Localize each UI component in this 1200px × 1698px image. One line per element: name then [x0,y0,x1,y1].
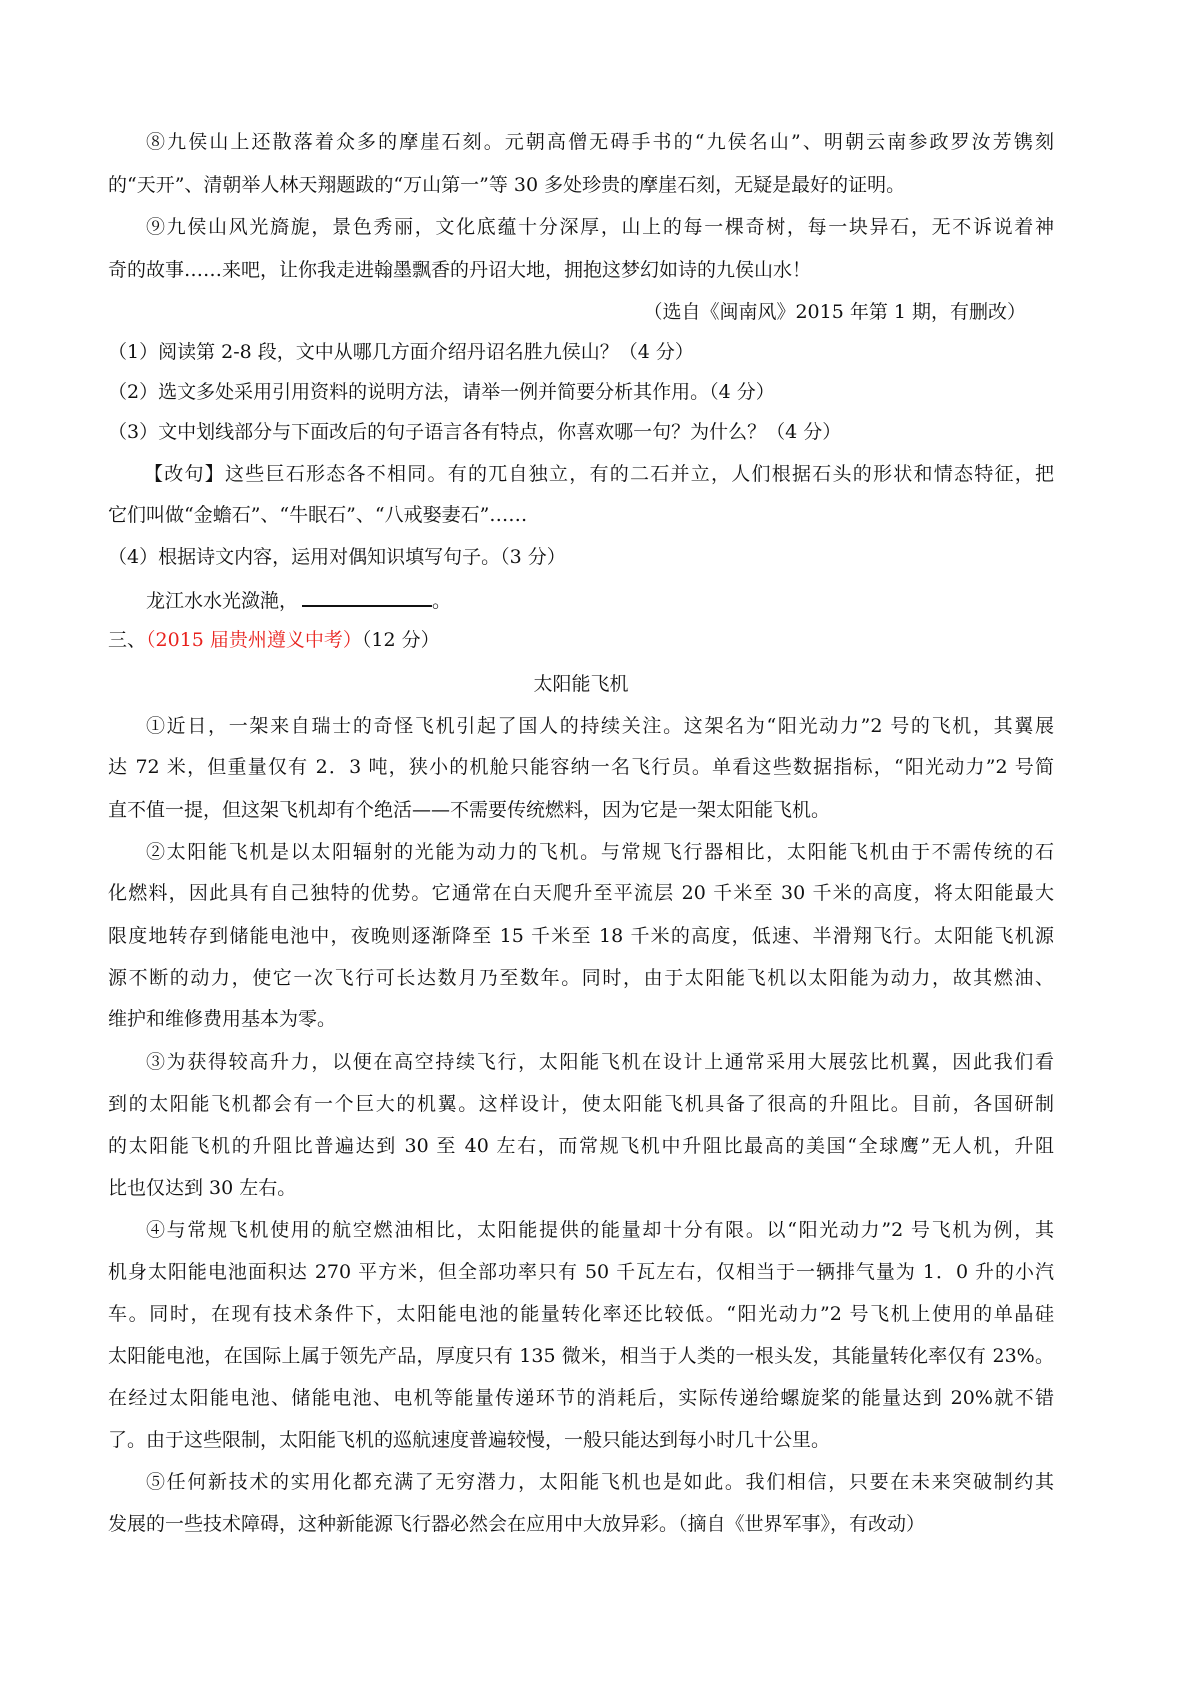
paragraph-b4-line-6: 了。由于这些限制，太阳能飞机的巡航速度普遍较慢，一般只能达到每小时几十公里。 [108,1429,831,1451]
paragraph-b2-line-2: 化燃料，因此具有自己独特的优势。它通常在白天爬升至平流层 20 千米至 30 千米的高度，将太阳能最大 [108,882,1054,904]
section-number: 三、 [108,629,147,651]
paragraph-b1-line-3: 直不值一提，但这架飞机却有个绝活——不需要传统燃料，因为它是一架太阳能飞机。 [108,799,831,821]
paragraph-9-line-1: ⑨九侯山风光旖旎，景色秀丽，文化底蕴十分深厚，山上的每一棵奇树，每一块异石，无不诉说着神 [146,216,1054,238]
rewritten-sentence-line-2: 它们叫做“金蟾石”、“牛眠石”、“八戒娶妻石”…… [108,504,528,526]
paragraph-9-line-2: 奇的故事……来吧，让你我走进翰墨飘香的丹诏大地，拥抱这梦幻如诗的九侯山水！ [108,259,812,281]
paragraph-8-line-2: 的“天开”、清朝举人林天翔题跋的“万山第一”等 30 多处珍贵的摩崖石刻，无疑是最好的证明。 [108,174,906,196]
paragraph-b2-line-3: 限度地转存到储能电池中，夜晚则逐渐降至 15 千米至 18 千米的高度，低速、半滑翔飞行。太阳能飞机源 [108,925,1054,947]
paragraph-b3-line-4: 比也仅达到 30 左右。 [108,1177,297,1199]
paragraph-b4-line-4: 太阳能电池，在国际上属于领先产品，厚度只有 135 微米，相当于人类的一根头发，其能量转化率仅有 23%。 [108,1345,1054,1367]
paragraph-b4-line-5: 在经过太阳能电池、储能电池、电机等能量传递环节的消耗后，实际传递给螺旋桨的能量达到 20%就不错 [108,1387,1054,1409]
exam-source-tag: （2015 届贵州遵义中考） [146,629,362,651]
fill-in-sentence [146,585,1054,615]
paragraph-b4-line-3: 车。同时，在现有技术条件下，太阳能电池的能量转化率还比较低。“阳光动力”2 号飞机上使用的单晶硅 [108,1303,1054,1325]
answer-blank[interactable] [302,585,432,607]
paragraph-b5-line-2: 发展的一些技术障碍，这种新能源飞行器必然会在应用中大放异彩。（摘自《世界军事》，有改动） [108,1513,926,1535]
paragraph-b2-line-4: 源不断的动力，使它一次飞行可长达数月乃至数年。同时，由于太阳能飞机以太阳能为动力，故其燃油、 [108,967,1054,989]
fill-in-prefix: 龙江水水光潋滟， [146,590,299,612]
question-1: （1）阅读第 2-8 段，文中从哪几方面介绍丹诏名胜九侯山？（4 分） [108,341,694,363]
paragraph-b4-line-1: ④与常规飞机使用的航空燃油相比，太阳能提供的能量却十分有限。以“阳光动力”2 号飞机为例，其 [146,1219,1054,1241]
paragraph-b2-line-1: ②太阳能飞机是以太阳辐射的光能为动力的飞机。与常规飞行器相比，太阳能飞机由于不需传统的石 [146,841,1054,863]
paragraph-b3-line-1: ③为获得较高升力，以便在高空持续飞行，太阳能飞机在设计上通常采用大展弦比机翼，因此我们看 [146,1051,1054,1073]
source-note: （选自《闽南风》2015 年第 1 期，有删改） [643,301,1026,323]
paragraph-b4-line-2: 机身太阳能电池面积达 270 平方米，但全部功率只有 50 千瓦左右，仅相当于一辆排气量为 1．0 升的小汽 [108,1261,1054,1283]
question-3: （3）文中划线部分与下面改后的句子语言各有特点，你喜欢哪一句？为什么？（4 分） [108,421,842,443]
paragraph-b3-line-3: 的太阳能飞机的升阻比普遍达到 30 至 40 左右，而常规飞机中升阻比最高的美国“全球鹰”无人机，升阻 [108,1135,1054,1157]
paragraph-b2-line-5: 维护和维修费用基本为零。 [108,1008,337,1030]
paragraph-b1-line-2: 达 72 米，但重量仅有 2．3 吨，狭小的机舱只能容纳一名飞行员。单看这些数据指标，“阳光动力”2 号简 [108,756,1054,778]
article-title: 太阳能飞机 [533,673,629,695]
question-2: （2）选文多处采用引用资料的说明方法，请举一例并简要分析其作用。（4 分） [108,381,775,403]
section-3-heading [108,626,1054,654]
fill-in-suffix: 。 [432,590,452,612]
paragraph-8-line-1: ⑧九侯山上还散落着众多的摩崖石刻。元朝高僧无碍手书的“九侯名山”、明朝云南参政罗汝芳镌刻 [146,131,1054,153]
section-score: （12 分） [361,629,440,651]
rewritten-sentence-line-1: 【改句】这些巨石形态各不相同。有的兀自独立，有的二石并立，人们根据石头的形状和情态特征，把 [144,463,1054,485]
paragraph-b3-line-2: 到的太阳能飞机都会有一个巨大的机翼。这样设计，使太阳能飞机具备了很高的升阻比。目前，各国研制 [108,1093,1054,1115]
paragraph-b1-line-1: ①近日，一架来自瑞士的奇怪飞机引起了国人的持续关注。这架名为“阳光动力”2 号的飞机，其翼展 [146,715,1054,737]
question-4: （4）根据诗文内容，运用对偶知识填写句子。（3 分） [108,546,566,568]
paragraph-b5-line-1: ⑤任何新技术的实用化都充满了无穷潜力，太阳能飞机也是如此。我们相信，只要在未来突破制约其 [146,1471,1054,1493]
